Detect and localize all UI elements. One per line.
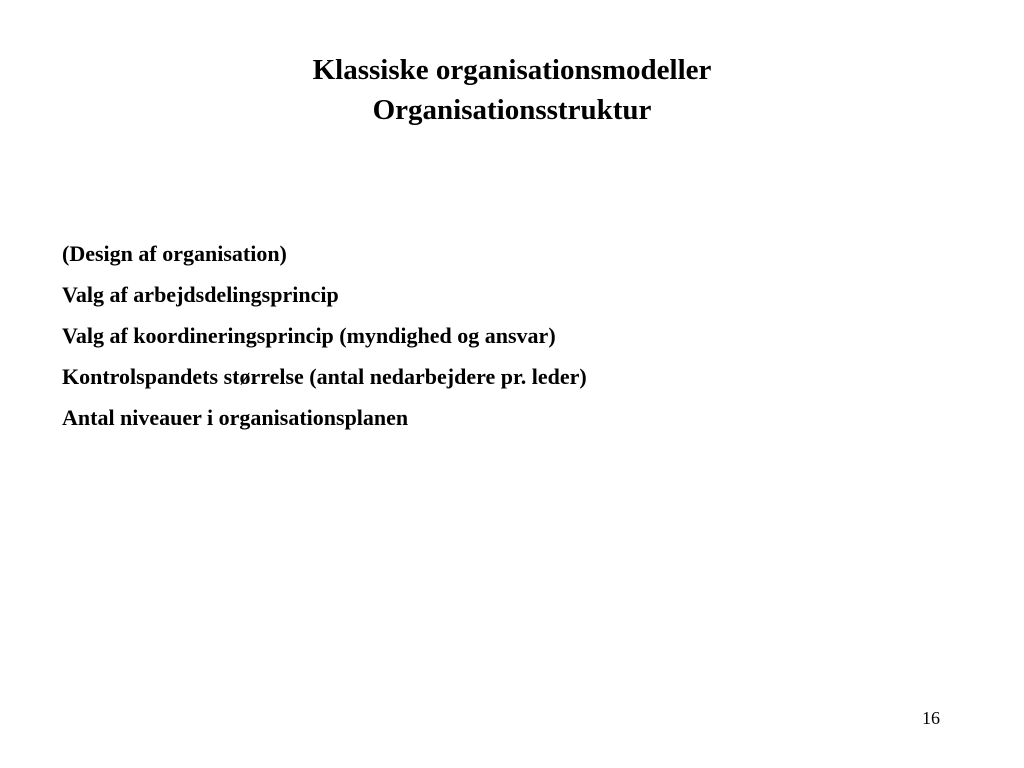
list-item: Valg af koordineringsprincip (myndighed og ansvar) bbox=[62, 323, 556, 348]
list-item: Antal niveauer i organisationsplanen bbox=[62, 405, 409, 430]
title-line-1: Klassiske organisationsmodeller bbox=[312, 54, 712, 86]
title-line-2: Organisationsstruktur bbox=[372, 94, 652, 126]
list-item: (Design af organisation) bbox=[62, 241, 287, 266]
page-number: 16 bbox=[922, 708, 940, 728]
body-list bbox=[62, 233, 587, 438]
list-item: Valg af arbejdsdelingsprincip bbox=[62, 282, 339, 307]
slide-title bbox=[0, 50, 1024, 130]
list-item: Kontrolspandets størrelse (antal nedarbejdere pr. leder) bbox=[62, 364, 587, 389]
